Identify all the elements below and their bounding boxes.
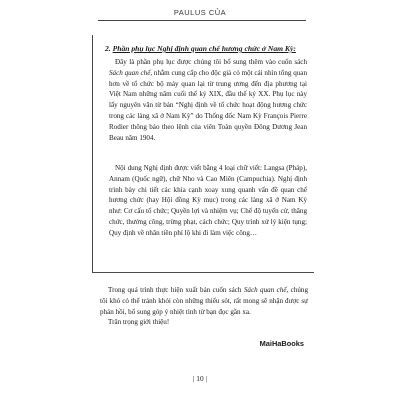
book-title-italic: Sách quan chế <box>243 286 287 294</box>
section-heading-number: 2. <box>105 44 111 53</box>
header-rule <box>98 20 306 21</box>
body-paragraph-1-rest: , chúng tôi khó có thể tránh khỏi còn những thiếu sót, rất mong sẽ nhận được sự phản hồi, bổ sung góp ý nhiệt tình từ bạn đọc gần xa. <box>100 286 309 316</box>
body-paragraph-1-start: Trong quá trình thực hiện xuất bản cuốn sách <box>108 286 244 294</box>
page-number: | 10 | <box>192 374 208 383</box>
box-paragraph-1-start: Đây là phần phụ lục được chúng tôi bổ sung thêm vào cuốn sách <box>115 58 307 66</box>
body-paragraph-2: Trân trọng giới thiệu! <box>108 318 170 326</box>
section-heading-text: Phần phụ lục Nghị định quan chế hương chức ở Nam Kỳ: <box>112 44 296 53</box>
box-paragraph-1-rest: , nhằm cung cấp cho độc giả có một cái nhìn tổng quan hơn về tổ chức bộ máy quan lại từ trung ương đến địa phương tại Việt Nam những năm cuối thế kỷ XIX, đầu thế kỷ XX. Phụ lục này lấy nguyên văn từ bản “Nghị định về tổ chức hoạt động hương chức trong các làng xã ở Nam Kỳ” do Thống đốc Nam Kỳ François Pierre Rodier thông báo theo lệnh của viên Toàn quyền Đông Dương Jean Beau năm 1904. <box>109 68 307 142</box>
body-paragraph-1 <box>100 285 308 317</box>
box-paragraph-1 <box>109 57 307 143</box>
section-heading <box>105 44 315 54</box>
box-paragraph-2: Nội dung Nghị định được viết bằng 4 loại chữ viết: Langsa (Pháp), Annam (Quốc ngữ), chữ Nho và Cao Miên (Campuchia). Nghị định trình bày chi tiết các khía cạnh xoay xung quanh vấn đề quan chế hương chức (hay Hội đồng Kỳ mục) trong các làng xã ở Nam Kỳ như: Cơ cấu tổ chức; Quyền lợi và nhiệm vụ; Chế độ tuyển cử, thăng chức, thưởng công, trừng phạt, cách chức; Quy trình xử lý kiện tụng; Quy định về nhân tiền phí lộ khi đi làm việc công… <box>109 164 307 237</box>
publisher-signature: MaiHaBooks <box>259 339 304 348</box>
running-head: PAULUS CỦA <box>173 8 227 17</box>
book-title-italic: Sách quan chế <box>109 68 151 77</box>
